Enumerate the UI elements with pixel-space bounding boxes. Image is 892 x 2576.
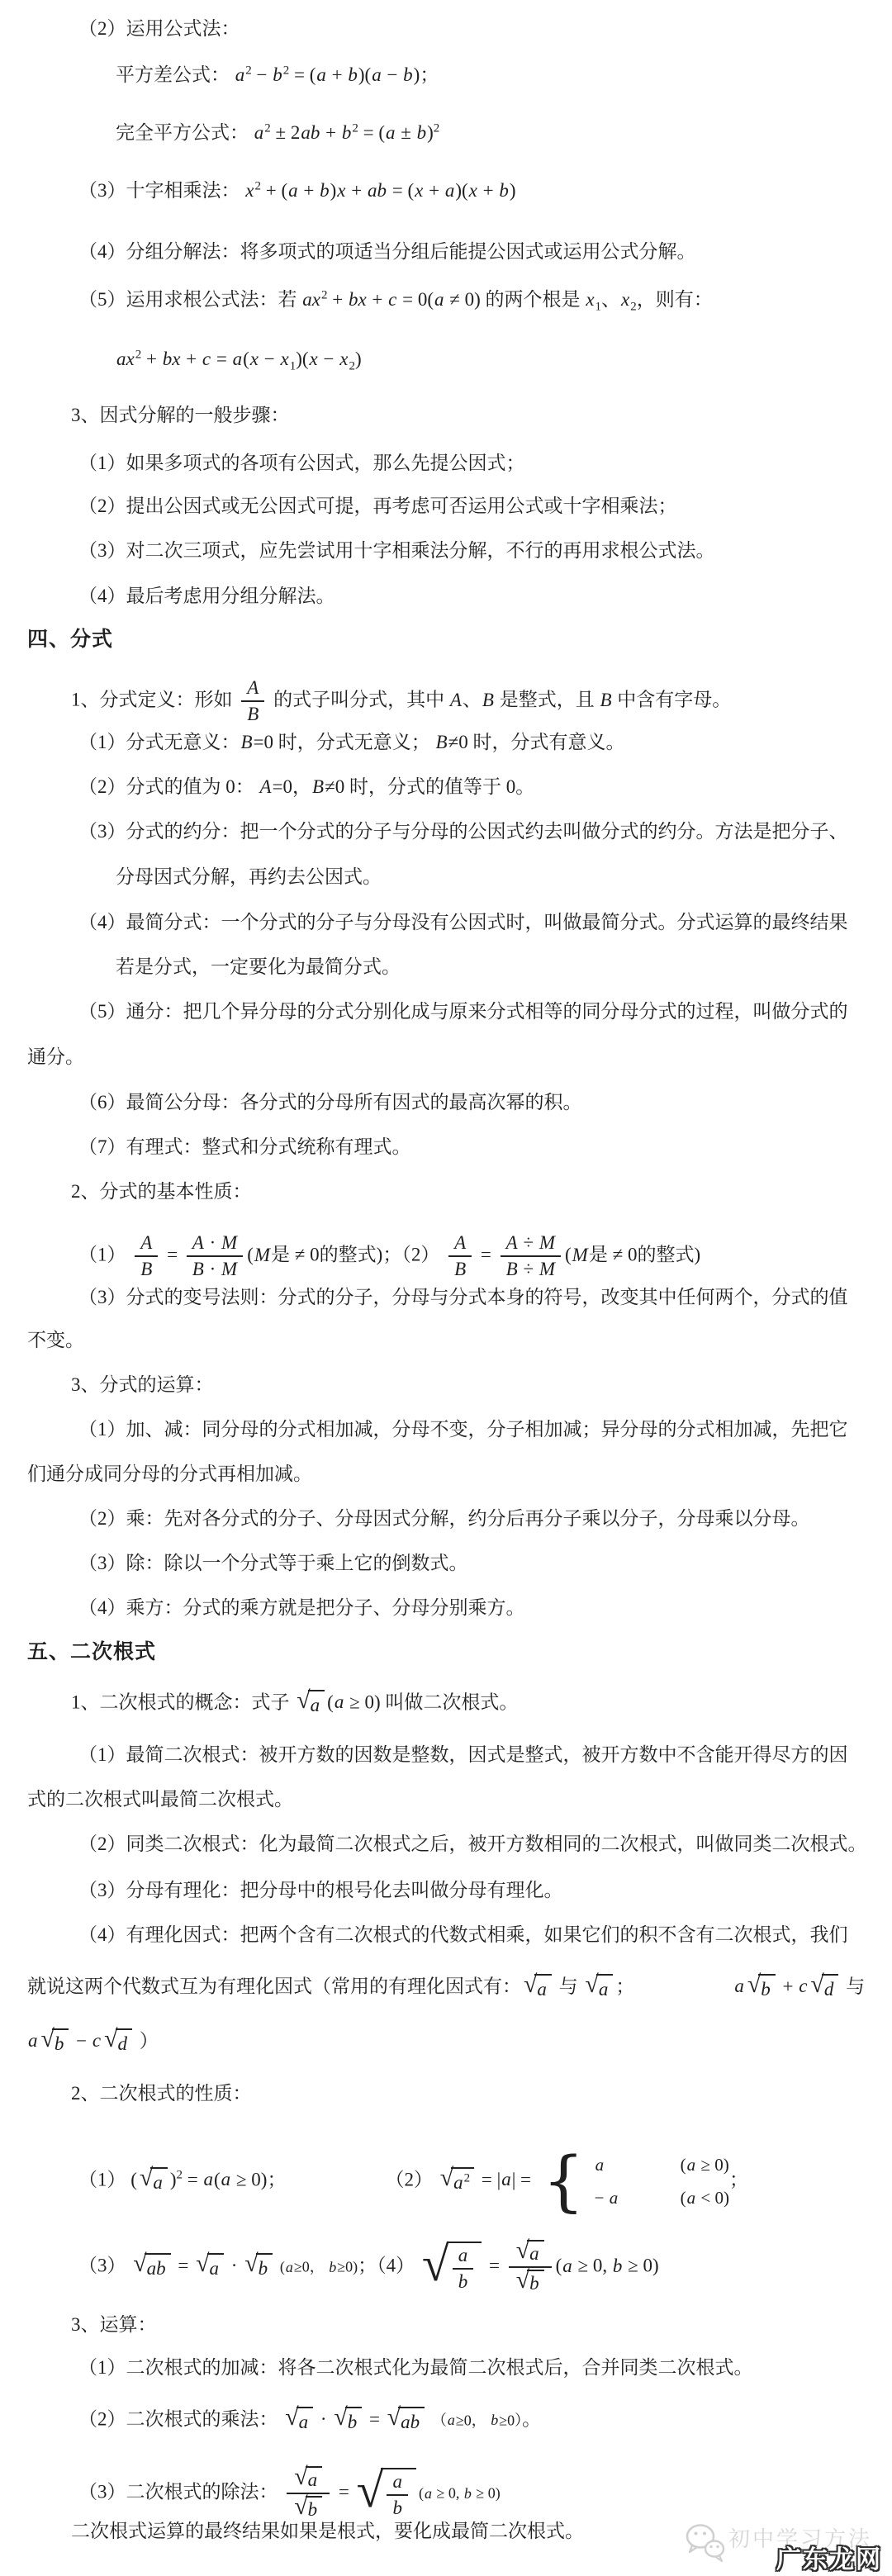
doc-line: （1）如果多项式的各项有公因式，那么先提公因式； xyxy=(78,453,525,473)
doc-line: （3）分母有理化：把分母中的根号化去叫做分母有理化。 xyxy=(78,1880,563,1900)
doc-line: $ax^2$ + bx + $c = a(x - x_1)(x - x_2)$ xyxy=(116,348,362,373)
doc-line: 1、分式定义：形如 $\frac{A}{B}$ 的式子叫分式，其中 A、B 是整式，且 B 中含有字母。 xyxy=(71,677,732,725)
doc-line: （5）运用求根公式法：若 $ax^2$ + bx + c = 0(a ≠ 0) 的两个根是 $x_1$、$x_2$，则有： xyxy=(78,288,713,314)
doc-line: （1）分式无意义：B=0 时，分式无意义； B≠0 时，分式有意义。 xyxy=(78,732,625,752)
doc-line: 3、因式分解的一般步骤： xyxy=(71,405,290,425)
doc-line: 分母因式分解，再约去公因式。 xyxy=(116,866,382,887)
watermark xyxy=(684,2512,892,2574)
doc-line: 式的二次根式叫最简二次根式。 xyxy=(27,1789,293,1810)
doc-line: （2）同类二次根式：化为最简二次根式之后，被开方数相同的二次根式，叫做同类二次根式。 xyxy=(78,1834,867,1854)
doc-line: 二次根式运算的最终结果如果是根式，要化成最简二次根式。 xyxy=(71,2521,584,2541)
doc-line: 平方差公式： $a^2 - b^2 = (a + b)(a - b)$； xyxy=(116,64,439,85)
doc-line: 2、分式的基本性质： xyxy=(71,1181,252,1202)
doc-line: （1）最简二次根式：被开方数的因数是整数，因式是整式，被开方数中不含能开得尽方的因 xyxy=(78,1744,848,1765)
doc-line: （4）分组分解法：将多项式的项适当分组后能提公因式或运用公式分解。 xyxy=(78,241,696,262)
doc-line: 不变。 xyxy=(27,1330,84,1350)
doc-line: 3、分式的运算： xyxy=(71,1374,214,1395)
doc-line: 就说这两个代数式互为有理化因式（常用的有理化因式有： √a 与 √a ； a √b + c √d 与 xyxy=(27,1974,865,2002)
doc-line: （2）分式的值为 0： A=0，B≠0 时，分式的值等于 0。 xyxy=(78,776,535,797)
doc-line: （3）十字相乘法： $x^2 + (a + b)x$ + ab = (x + a)(x + b) xyxy=(78,179,516,201)
doc-line: 完全平方公式： $a^2 \pm 2ab + b^2 = (a \pm b)^2$ xyxy=(116,121,440,143)
doc-line: （3）分式的约分：把一个分式的分子与分母的公因式约去叫做分式的约分。方法是把分子、 xyxy=(78,821,848,842)
doc-line: 3、运算： xyxy=(71,2314,157,2335)
doc-line: 们通分成同分母的分式再相加减。 xyxy=(27,1464,312,1484)
doc-line: 通分。 xyxy=(27,1046,84,1067)
doc-line: （3）除：除以一个分式等于乘上它的倒数式。 xyxy=(78,1553,468,1573)
section-heading: 五、二次根式 xyxy=(27,1641,157,1663)
doc-line: （4）最后考虑用分组分解法。 xyxy=(78,586,335,606)
doc-line: （4）乘方：分式的乘方就是把分子、分母分别乘方。 xyxy=(78,1597,525,1618)
wechat-icon xyxy=(684,2519,727,2565)
watermark-brand: 初中学习方法 xyxy=(728,2526,873,2551)
doc-line: （5）通分：把几个异分母的分式分别化成与原来分式相等的同分母分式的过程，叫做分式的 xyxy=(78,1001,848,1022)
doc-line: （1）加、减：同分母的分式相加减，分母不变，分子相加减；异分母的分式相加减，先把它 xyxy=(78,1419,848,1440)
doc-line: （3） √ab = √a · √b (a≥0， b≥0)；（4） √ $\frac{a}{b}$ = $\frac{√a}{√b}$ (a ≥ 0, b ≥ 0) xyxy=(78,2237,659,2294)
doc-line: 1、二次根式的概念：式子 √a (a ≥ 0) 叫做二次根式。 xyxy=(71,1690,518,1718)
doc-line: （1） $\frac{A}{B}$ = $\frac{A \cdot M}{B \cdot M}$ (M是 ≠ 0的整式)；（2） $\frac{A}{B}$ = $\frac{A \div M}{B \div M}$ (M是 ≠ 0的整式) xyxy=(78,1232,701,1280)
doc-line: （7）有理式：整式和分式统称有理式。 xyxy=(78,1136,411,1157)
doc-line: （1）二次根式的加减：将各二次根式化为最简二次根式后，合并同类二次根式。 xyxy=(78,2357,753,2378)
doc-line: （4）有理化因式：把两个含有二次根式的代数式相乘，如果它们的积不含有二次根式，我们 xyxy=(78,1924,848,1945)
watermark-site: 广东龙网 xyxy=(776,2546,882,2574)
doc-line: （3）分式的变号法则：分式的分子，分母与分式本身的符号，改变其中任何两个，分式的值 xyxy=(78,1287,848,1307)
doc-line: （4）最简分式：一个分式的分子与分母没有公因式时，叫做最简分式。分式运算的最终结果 xyxy=(78,912,848,932)
doc-line: （2）运用公式法： xyxy=(78,18,240,39)
doc-line: （6）最简公分母：各分式的分母所有因式的最高次幂的积。 xyxy=(78,1092,582,1112)
doc-line: （2）乘：先对各分式的分子、分母因式分解，约分后再分子乘以分子，分母乘以分母。 xyxy=(78,1508,810,1529)
doc-line: （1） ( √a )$^2$ = a(a ≥ 0)； （2） $√a^2 = |a|$ = { a (a ≥ 0) − a (a < 0) ； xyxy=(78,2142,749,2219)
doc-line: 2、二次根式的性质： xyxy=(71,2083,252,2104)
doc-line: （2）提出公因式或无公因式可提，再考虑可否运用公式或十字相乘法； xyxy=(78,496,677,516)
doc-line: a √b − c √d ） xyxy=(27,2028,159,2057)
doc-line: （2）二次根式的乘法： √a · √b = √ab （a≥0， b≥0）。 xyxy=(78,2407,541,2435)
doc-line: （3）二次根式的除法： $\frac{√a}{√b}$ = √ $\frac{a}{b}$ (a ≥ 0, b ≥ 0) xyxy=(78,2463,501,2521)
doc-line: 若是分式，一定要化为最简分式。 xyxy=(116,956,401,977)
section-heading: 四、分式 xyxy=(27,629,114,651)
doc-line: （3）对二次三项式，应先尝试用十字相乘法分解，不行的再用求根公式法。 xyxy=(78,540,715,561)
